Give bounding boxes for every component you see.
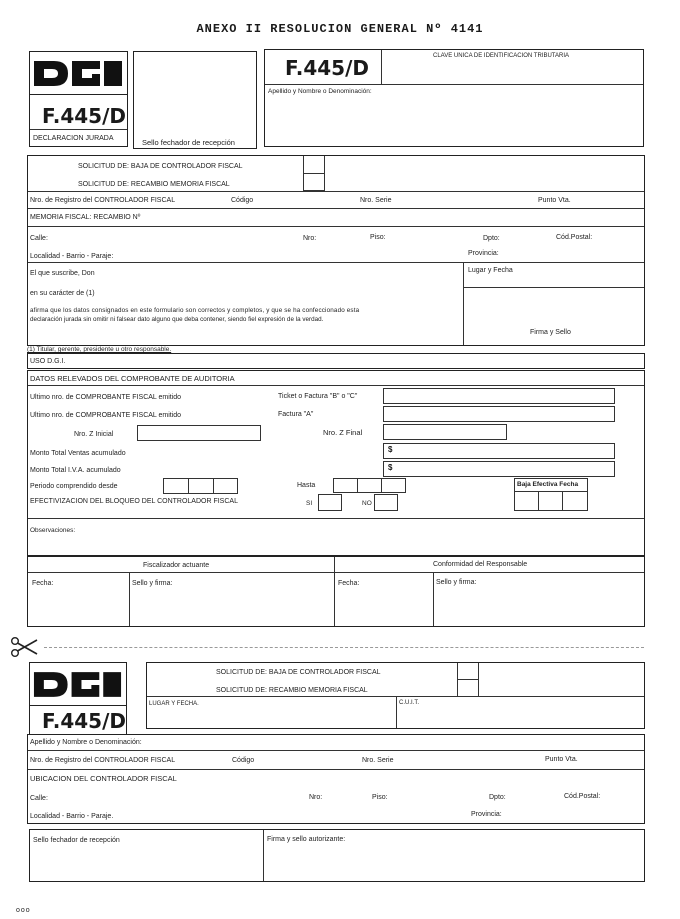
scissors-icon bbox=[10, 636, 40, 658]
ultimo-a-type: Factura "A" bbox=[278, 411, 314, 418]
name-label: Apellido y Nombre o Denominación: bbox=[268, 88, 372, 95]
lugar-fecha-label: Lugar y Fecha bbox=[468, 267, 513, 274]
stub-option-baja-checkbox[interactable] bbox=[457, 663, 479, 680]
codigo-label: Código bbox=[231, 197, 254, 204]
caracter-label: en su carácter de (1) bbox=[30, 290, 95, 297]
firma-sello-label: Firma y Sello bbox=[530, 329, 571, 336]
stub-cuit-label: C.U.I.T. bbox=[399, 700, 420, 706]
stub-request-box bbox=[146, 662, 645, 729]
dgi-logo bbox=[30, 52, 127, 95]
monto-iva-field[interactable] bbox=[383, 461, 615, 477]
baja-efectiva-month[interactable] bbox=[539, 491, 563, 510]
footnote: (1) Titular, gerente, presidente u otro responsable. bbox=[27, 346, 172, 353]
stub-option-recambio-label: SOLICITUD DE: RECAMBIO MEMORIA FISCAL bbox=[216, 687, 368, 694]
stub-provincia-label: Provincia: bbox=[471, 811, 502, 818]
option-baja-checkbox[interactable] bbox=[303, 156, 325, 174]
observaciones-field[interactable] bbox=[30, 535, 642, 555]
stub-option-recambio-checkbox[interactable] bbox=[457, 679, 479, 697]
option-recambio-checkbox[interactable] bbox=[303, 173, 325, 191]
no-label: NO bbox=[362, 500, 372, 507]
stub-piso-label: Piso: bbox=[372, 794, 388, 801]
baja-efectiva-label: Baja Efectiva Fecha bbox=[517, 481, 579, 488]
stub-logo-block bbox=[29, 662, 127, 736]
periodo-hasta-day[interactable] bbox=[333, 478, 358, 493]
stub-firma-autorizante-label: Firma y sello autorizante: bbox=[267, 836, 346, 843]
currency-symbol: $ bbox=[388, 463, 393, 472]
periodo-desde-label: Periodo comprendido desde bbox=[30, 483, 118, 490]
audit-data-section bbox=[27, 370, 645, 556]
ultimo-bc-label: Ultimo nro. de COMPROBANTE FISCAL emitido bbox=[30, 394, 182, 401]
form-number: F.445/D bbox=[42, 104, 126, 128]
reception-stamp-box bbox=[133, 51, 257, 149]
suscribe-label: El que suscribe, Don bbox=[30, 270, 95, 277]
logo-block bbox=[29, 51, 128, 147]
stub-form-number: F.445/D bbox=[42, 709, 126, 733]
ultimo-a-label: Ultimo nro. de COMPROBANTE FISCAL emitido bbox=[30, 412, 182, 419]
stub-nro-serie-label: Nro. Serie bbox=[362, 757, 394, 764]
responsable-sello-label: Sello y firma: bbox=[436, 579, 477, 586]
stub-dgi-logo bbox=[30, 663, 126, 706]
memoria-fiscal-label: MEMORIA FISCAL: RECAMBIO Nº bbox=[30, 214, 141, 221]
stub-dpto-label: Dpto: bbox=[489, 794, 506, 801]
dgi-logo-icon bbox=[30, 52, 127, 95]
nro-label: Nro: bbox=[303, 235, 317, 242]
si-label: SI bbox=[306, 500, 313, 507]
affirmation-line-1: afirma que los datos consignados en este formulario son correctos y completos, y que se ha confeccionado esta bbox=[30, 307, 360, 314]
ultimo-bc-field[interactable] bbox=[383, 388, 615, 404]
periodo-desde-year[interactable] bbox=[213, 478, 238, 494]
z-final-field[interactable] bbox=[383, 424, 507, 440]
nro-registro-label: Nro. de Registro del CONTROLADOR FISCAL bbox=[30, 197, 176, 204]
signature-section bbox=[27, 556, 645, 627]
bloqueo-no-checkbox[interactable] bbox=[374, 494, 398, 511]
ultimo-a-field[interactable] bbox=[383, 406, 615, 422]
provincia-label: Provincia: bbox=[468, 250, 499, 257]
dpto-label: Dpto: bbox=[483, 235, 500, 242]
periodo-desde-day[interactable] bbox=[163, 478, 189, 494]
fiscalizador-sello-label: Sello y firma: bbox=[132, 580, 173, 587]
fiscalizador-label: Fiscalizador actuante bbox=[143, 562, 210, 569]
baja-efectiva-day[interactable] bbox=[515, 491, 539, 510]
punto-vta-label: Punto Vta. bbox=[538, 197, 571, 204]
z-inicial-label: Nro. Z Inicial bbox=[74, 431, 114, 438]
dgi-use-header bbox=[27, 353, 645, 369]
stub-details-box bbox=[27, 734, 645, 824]
stub-stamp-label: Sello fechador de recepción bbox=[33, 837, 120, 844]
page-title: ANEXO II RESOLUCION GENERAL Nº 4141 bbox=[196, 22, 484, 36]
observaciones-label: Observaciones: bbox=[30, 527, 76, 534]
stub-codigo-label: Código bbox=[232, 757, 255, 764]
conformidad-label: Conformidad del Responsable bbox=[433, 561, 528, 568]
dgi-use-label: USO D.G.I. bbox=[30, 358, 66, 365]
stub-option-baja-label: SOLICITUD DE: BAJA DE CONTROLADOR FISCAL bbox=[216, 669, 381, 676]
stub-lugar-fecha-label: LUGAR Y FECHA. bbox=[149, 701, 199, 707]
ultimo-bc-type: Ticket o Factura "B" o "C" bbox=[278, 393, 358, 400]
baja-efectiva-box bbox=[514, 478, 588, 511]
periodo-hasta-month[interactable] bbox=[357, 478, 382, 493]
stub-stamp-box bbox=[29, 829, 645, 882]
cut-line bbox=[44, 647, 644, 648]
bloqueo-si-checkbox[interactable] bbox=[318, 494, 342, 511]
stub-cod-postal-label: Cód.Postal: bbox=[564, 793, 601, 800]
localidad-label: Localidad - Barrio - Paraje: bbox=[30, 253, 114, 260]
footer-mark: ooo bbox=[16, 907, 31, 914]
calle-label: Calle: bbox=[30, 235, 48, 242]
currency-symbol: $ bbox=[388, 445, 393, 454]
monto-iva-label: Monto Total I.V.A. acumulado bbox=[30, 467, 121, 474]
declaration-label: DECLARACION JURADA bbox=[33, 135, 114, 142]
nro-serie-label: Nro. Serie bbox=[360, 197, 392, 204]
hasta-label: Hasta bbox=[297, 482, 316, 489]
stub-calle-label: Calle: bbox=[30, 795, 48, 802]
option-baja-label: SOLICITUD DE: BAJA DE CONTROLADOR FISCAL bbox=[78, 163, 243, 170]
monto-ventas-label: Monto Total Ventas acumulado bbox=[30, 450, 126, 457]
periodo-hasta-year[interactable] bbox=[381, 478, 406, 493]
affirmation-line-2: declaración jurada sin omitir ni falsear dato alguno que deba contener, siendo fiel expresión de la verdad. bbox=[30, 316, 324, 323]
stub-localidad-label: Localidad - Barrio - Paraje. bbox=[30, 813, 114, 820]
periodo-desde-month[interactable] bbox=[188, 478, 214, 494]
name-field[interactable] bbox=[267, 96, 641, 144]
responsable-fecha-label: Fecha: bbox=[338, 580, 360, 587]
z-final-label: Nro. Z Final bbox=[323, 428, 363, 437]
piso-label: Piso: bbox=[370, 234, 386, 241]
stub-nro-registro-label: Nro. de Registro del CONTROLADOR FISCAL bbox=[30, 757, 176, 764]
dgi-logo-icon bbox=[30, 663, 126, 706]
bloqueo-label: EFECTIVIZACION DEL BLOQUEO DEL CONTROLADOR FISCAL bbox=[30, 498, 238, 505]
cuit-label: CLAVE UNICA DE IDENTIFICACION TRIBUTARIA bbox=[433, 53, 570, 59]
cod-postal-label: Cód.Postal: bbox=[556, 234, 593, 241]
main-form bbox=[27, 155, 645, 346]
z-inicial-field[interactable] bbox=[137, 425, 261, 441]
cuit-field[interactable] bbox=[383, 60, 641, 82]
taxpayer-box bbox=[264, 49, 644, 147]
baja-efectiva-year[interactable] bbox=[563, 491, 587, 510]
stub-nro-label: Nro: bbox=[309, 794, 323, 801]
monto-ventas-field[interactable] bbox=[383, 443, 615, 459]
audit-section-title: DATOS RELEVADOS DEL COMPROBANTE DE AUDITORIA bbox=[30, 374, 235, 383]
stub-name-label: Apellido y Nombre o Denominación: bbox=[30, 739, 142, 746]
fiscalizador-fecha-label: Fecha: bbox=[32, 580, 54, 587]
stamp-label: Sello fechador de recepción bbox=[142, 138, 235, 147]
stub-punto-vta-label: Punto Vta. bbox=[545, 756, 578, 763]
form-number-header: F.445/D bbox=[285, 56, 369, 80]
option-recambio-label: SOLICITUD DE: RECAMBIO MEMORIA FISCAL bbox=[78, 181, 230, 188]
stub-ubicacion-label: UBICACION DEL CONTROLADOR FISCAL bbox=[30, 774, 177, 783]
